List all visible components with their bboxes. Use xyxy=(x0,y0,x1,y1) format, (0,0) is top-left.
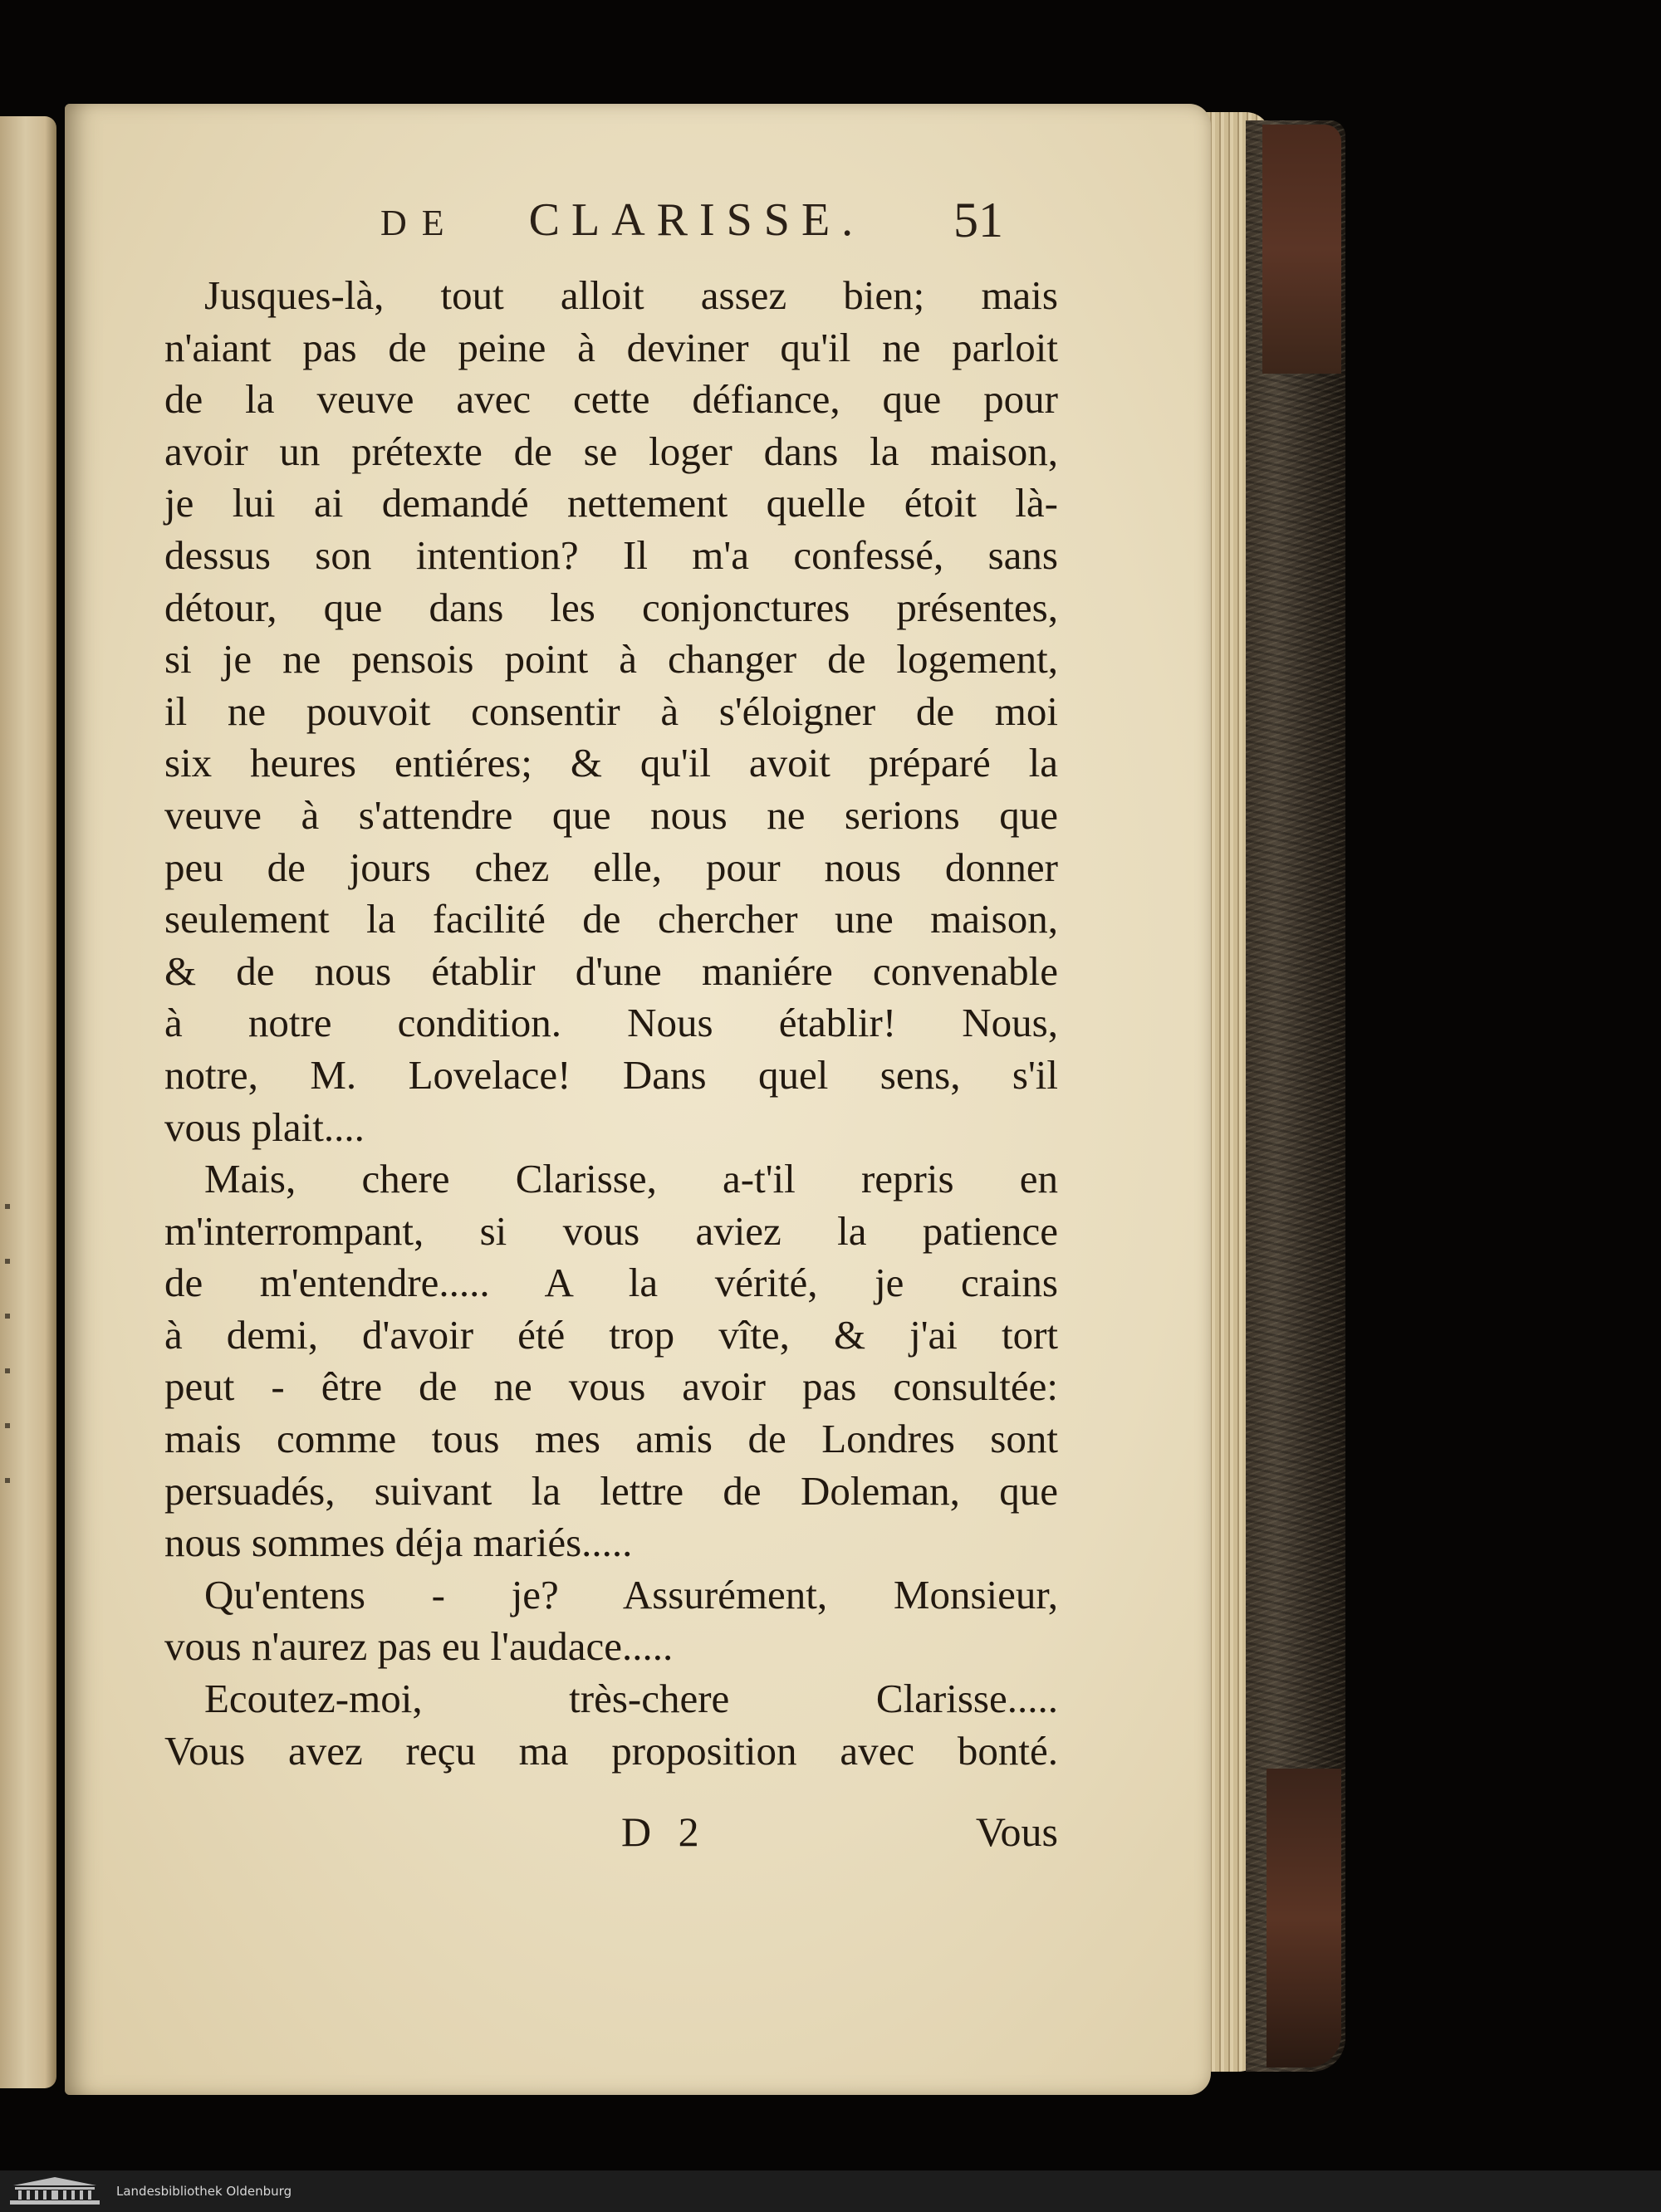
catchword: Vous xyxy=(975,1808,1058,1855)
text-line: Jusques-là, tout alloit assez bien; mais xyxy=(204,272,1058,318)
text-line: six heures entiéres; & qu'il avoit préparé la xyxy=(164,740,1058,786)
text-line: seulement la facilité de chercher une maison, xyxy=(164,896,1058,942)
text-line: nous sommes déja mariés..... xyxy=(164,1520,633,1566)
text-line: & de nous établir d'une maniére convenable xyxy=(164,947,1058,994)
previous-page-edge xyxy=(0,116,56,2088)
text-line: Qu'entens - je? Assurément, Monsieur, xyxy=(204,1571,1058,1617)
text-line: de la veuve avec cette défiance, que pour xyxy=(164,376,1058,423)
text-line: à demi, d'avoir été trop vîte, & j'ai tort xyxy=(164,1311,1058,1358)
running-head-title: CLARISSE. xyxy=(528,194,865,246)
library-banner xyxy=(0,2170,1661,2212)
text-line: mais comme tous mes amis de Londres sont xyxy=(164,1416,1058,1462)
text-line: notre, M. Lovelace! Dans quel sens, s'il xyxy=(164,1051,1058,1098)
library-name: Landesbibliothek Oldenburg xyxy=(116,2184,292,2199)
text-line: je lui ai demandé nettement quelle étoit là- xyxy=(164,480,1058,526)
body-text xyxy=(164,270,1058,1777)
previous-page-marks xyxy=(5,1204,10,1520)
text-line: à notre condition. Nous établir! Nous, xyxy=(164,1000,1058,1046)
text-line: vous plait.... xyxy=(164,1104,365,1150)
text-line: Mais, chere Clarisse, a-t'il repris en xyxy=(204,1156,1058,1202)
cover-leather-top xyxy=(1262,125,1341,374)
running-head-prefix: DE xyxy=(380,203,459,243)
book-page xyxy=(65,104,1211,2095)
text-line: de m'entendre..... A la vérité, je crains xyxy=(164,1260,1058,1306)
text-line: Ecoutez-moi, très-chere Clarisse..... xyxy=(204,1676,1058,1722)
text-line: il ne pouvoit consentir à s'éloigner de moi xyxy=(164,688,1058,734)
text-line: m'interrompant, si vous aviez la patience xyxy=(164,1207,1058,1254)
cover-leather-bottom xyxy=(1267,1769,1341,2068)
text-line: n'aiant pas de peine à deviner qu'il ne parloit xyxy=(164,324,1058,370)
text-line: veuve à s'attendre que nous ne serions que xyxy=(164,791,1058,838)
page-number: 51 xyxy=(953,193,1003,247)
text-line: dessus son intention? Il m'a confessé, sans xyxy=(164,531,1058,578)
text-line: vous n'aurez pas eu l'audace..... xyxy=(164,1623,674,1670)
text-line: si je ne pensois point à changer de logement, xyxy=(164,636,1058,683)
signature-mark: D 2 xyxy=(621,1808,708,1855)
text-line: Vous avez reçu ma proposition avec bonté. xyxy=(164,1727,1058,1774)
library-building-icon xyxy=(8,2175,101,2207)
page-footer xyxy=(164,1808,1058,1866)
text-line: peut - être de ne vous avoir pas consultée: xyxy=(164,1363,1058,1410)
text-line: persuadés, suivant la lettre de Doleman, que xyxy=(164,1467,1058,1514)
running-head xyxy=(380,193,1045,247)
text-line: peu de jours chez elle, pour nous donner xyxy=(164,844,1058,890)
text-line: détour, que dans les conjonctures présentes, xyxy=(164,584,1058,630)
text-line: avoir un prétexte de se loger dans la maison, xyxy=(164,428,1058,474)
